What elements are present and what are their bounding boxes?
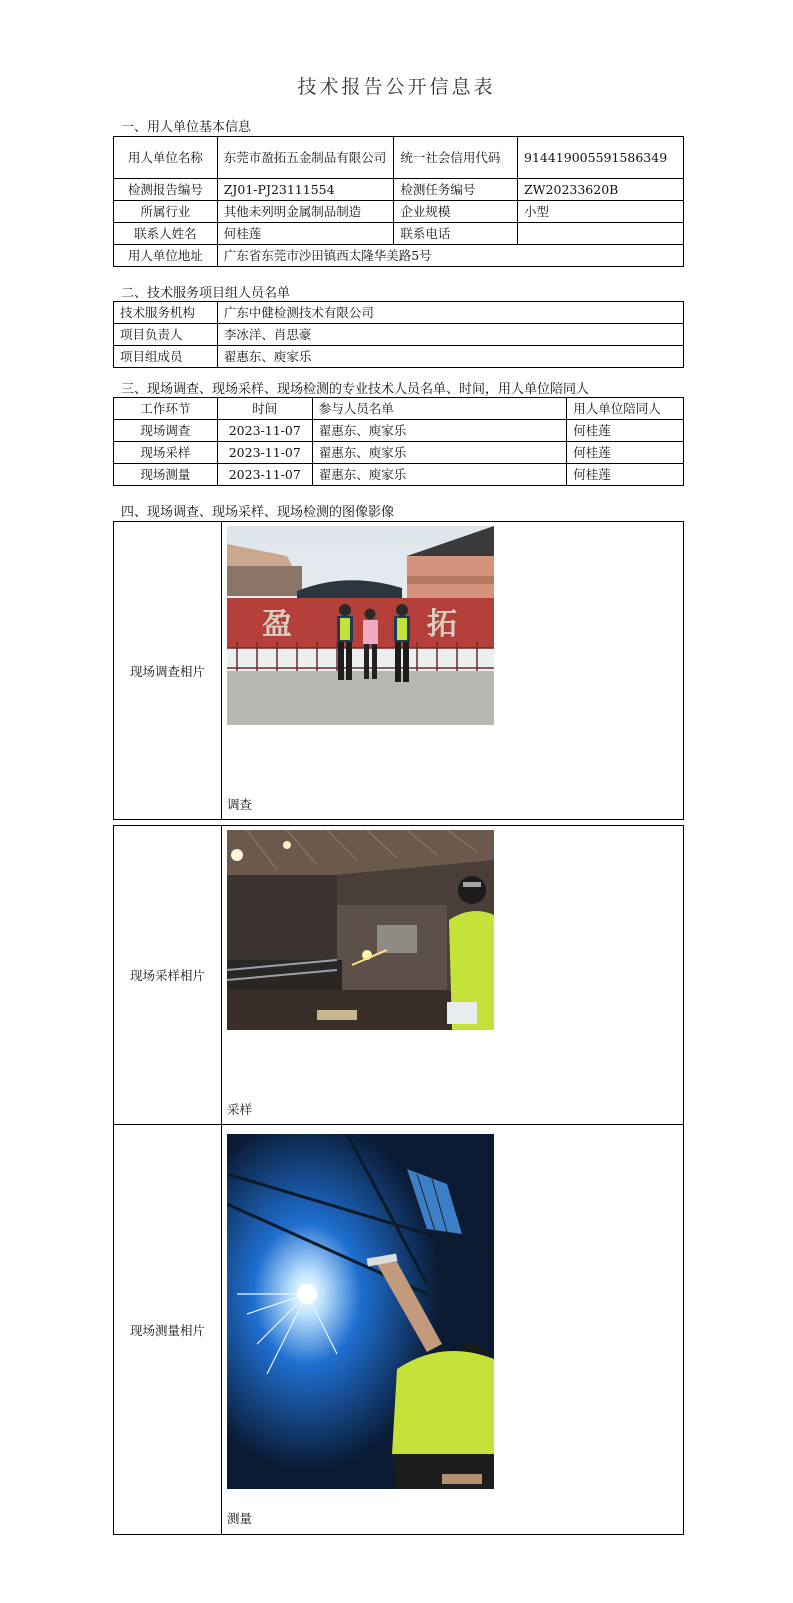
- table-row: [114, 245, 684, 267]
- cell-escort: 何桂莲: [567, 420, 684, 442]
- cell-value: 何桂莲: [217, 223, 394, 245]
- cell-staff: 翟惠东、庾家乐: [312, 464, 566, 486]
- column-header: 时间: [217, 398, 312, 420]
- table-row: [114, 464, 684, 486]
- cell-value: ZW20233620B: [518, 179, 684, 201]
- cell-value: 广东中健检测技术有限公司: [217, 302, 683, 324]
- survey-photo-label: 现场调查相片: [114, 522, 222, 819]
- measurement-photo-label: 现场测量相片: [114, 1125, 222, 1534]
- cell-stage: 现场采样: [114, 442, 218, 464]
- cell-label: 所属行业: [114, 201, 218, 223]
- section2-heading: 二、技术服务项目组人员名单: [121, 286, 291, 301]
- cell-value: 914419005591586349: [518, 137, 684, 179]
- survey-photo-block: [113, 521, 684, 820]
- survey-photo: [227, 526, 494, 725]
- cell-staff: 翟惠东、庾家乐: [312, 442, 566, 464]
- measurement-photo-block: [113, 1124, 684, 1535]
- cell-value: 小型: [518, 201, 684, 223]
- cell-label: 技术服务机构: [114, 302, 218, 324]
- measurement-photo-caption: 测量: [227, 1511, 253, 1526]
- cell-value: 广东省东莞市沙田镇西太隆华美路5号: [217, 245, 683, 267]
- sampling-photo-caption: 采样: [227, 1102, 253, 1117]
- cell-value: 东莞市盈拓五金制品有限公司: [217, 137, 394, 179]
- cell-staff: 翟惠东、庾家乐: [312, 420, 566, 442]
- cell-label: 用人单位地址: [114, 245, 218, 267]
- cell-value: 翟惠东、庾家乐: [217, 346, 683, 368]
- column-header: 工作环节: [114, 398, 218, 420]
- field-work-table: [113, 397, 684, 486]
- cell-stage: 现场测量: [114, 464, 218, 486]
- table-row: [114, 223, 684, 245]
- cell-escort: 何桂莲: [567, 464, 684, 486]
- page-title: 技术报告公开信息表: [297, 76, 496, 98]
- cell-stage: 现场调查: [114, 420, 218, 442]
- table-row: [114, 137, 684, 179]
- cell-label: 项目组成员: [114, 346, 218, 368]
- section3-heading: 三、现场调查、现场采样、现场检测的专业技术人员名单、时间，用人单位陪同人: [121, 382, 590, 397]
- cell-label: 联系电话: [394, 223, 518, 245]
- table-row: [114, 442, 684, 464]
- table-row: [114, 346, 684, 368]
- cell-label: 检测报告编号: [114, 179, 218, 201]
- cell-label: 用人单位名称: [114, 137, 218, 179]
- column-header: 参与人员名单: [312, 398, 566, 420]
- sampling-photo: [227, 830, 494, 1030]
- cell-date: 2023-11-07: [217, 420, 312, 442]
- section1-heading: 一、用人单位基本信息: [121, 120, 252, 135]
- sign-char-left: 盈: [262, 607, 292, 642]
- cell-date: 2023-11-07: [217, 442, 312, 464]
- table-row: [114, 420, 684, 442]
- cell-label: 检测任务编号: [394, 179, 518, 201]
- table-header-row: [114, 398, 684, 420]
- table-row: [114, 179, 684, 201]
- cell-value: 其他未列明金属制品制造: [217, 201, 394, 223]
- cell-value: [518, 223, 684, 245]
- column-header: 用人单位陪同人: [567, 398, 684, 420]
- cell-label: 企业规模: [394, 201, 518, 223]
- cell-value: 李冰洋、肖思豪: [217, 324, 683, 346]
- project-team-table: [113, 301, 684, 368]
- sampling-photo-block: [113, 825, 684, 1125]
- sampling-photo-label: 现场采样相片: [114, 826, 222, 1124]
- unit-info-table: [113, 136, 684, 267]
- cell-escort: 何桂莲: [567, 442, 684, 464]
- cell-label: 统一社会信用代码: [394, 137, 518, 179]
- survey-photo-caption: 调查: [227, 797, 253, 812]
- measurement-photo: [227, 1134, 494, 1489]
- cell-label: 项目负责人: [114, 324, 218, 346]
- table-row: [114, 302, 684, 324]
- cell-value: ZJ01-PJ23111554: [217, 179, 394, 201]
- cell-date: 2023-11-07: [217, 464, 312, 486]
- sign-char-right: 拓: [427, 607, 457, 642]
- table-row: [114, 201, 684, 223]
- table-row: [114, 324, 684, 346]
- section4-heading: 四、现场调查、现场采样、现场检测的图像影像: [121, 505, 395, 520]
- cell-label: 联系人姓名: [114, 223, 218, 245]
